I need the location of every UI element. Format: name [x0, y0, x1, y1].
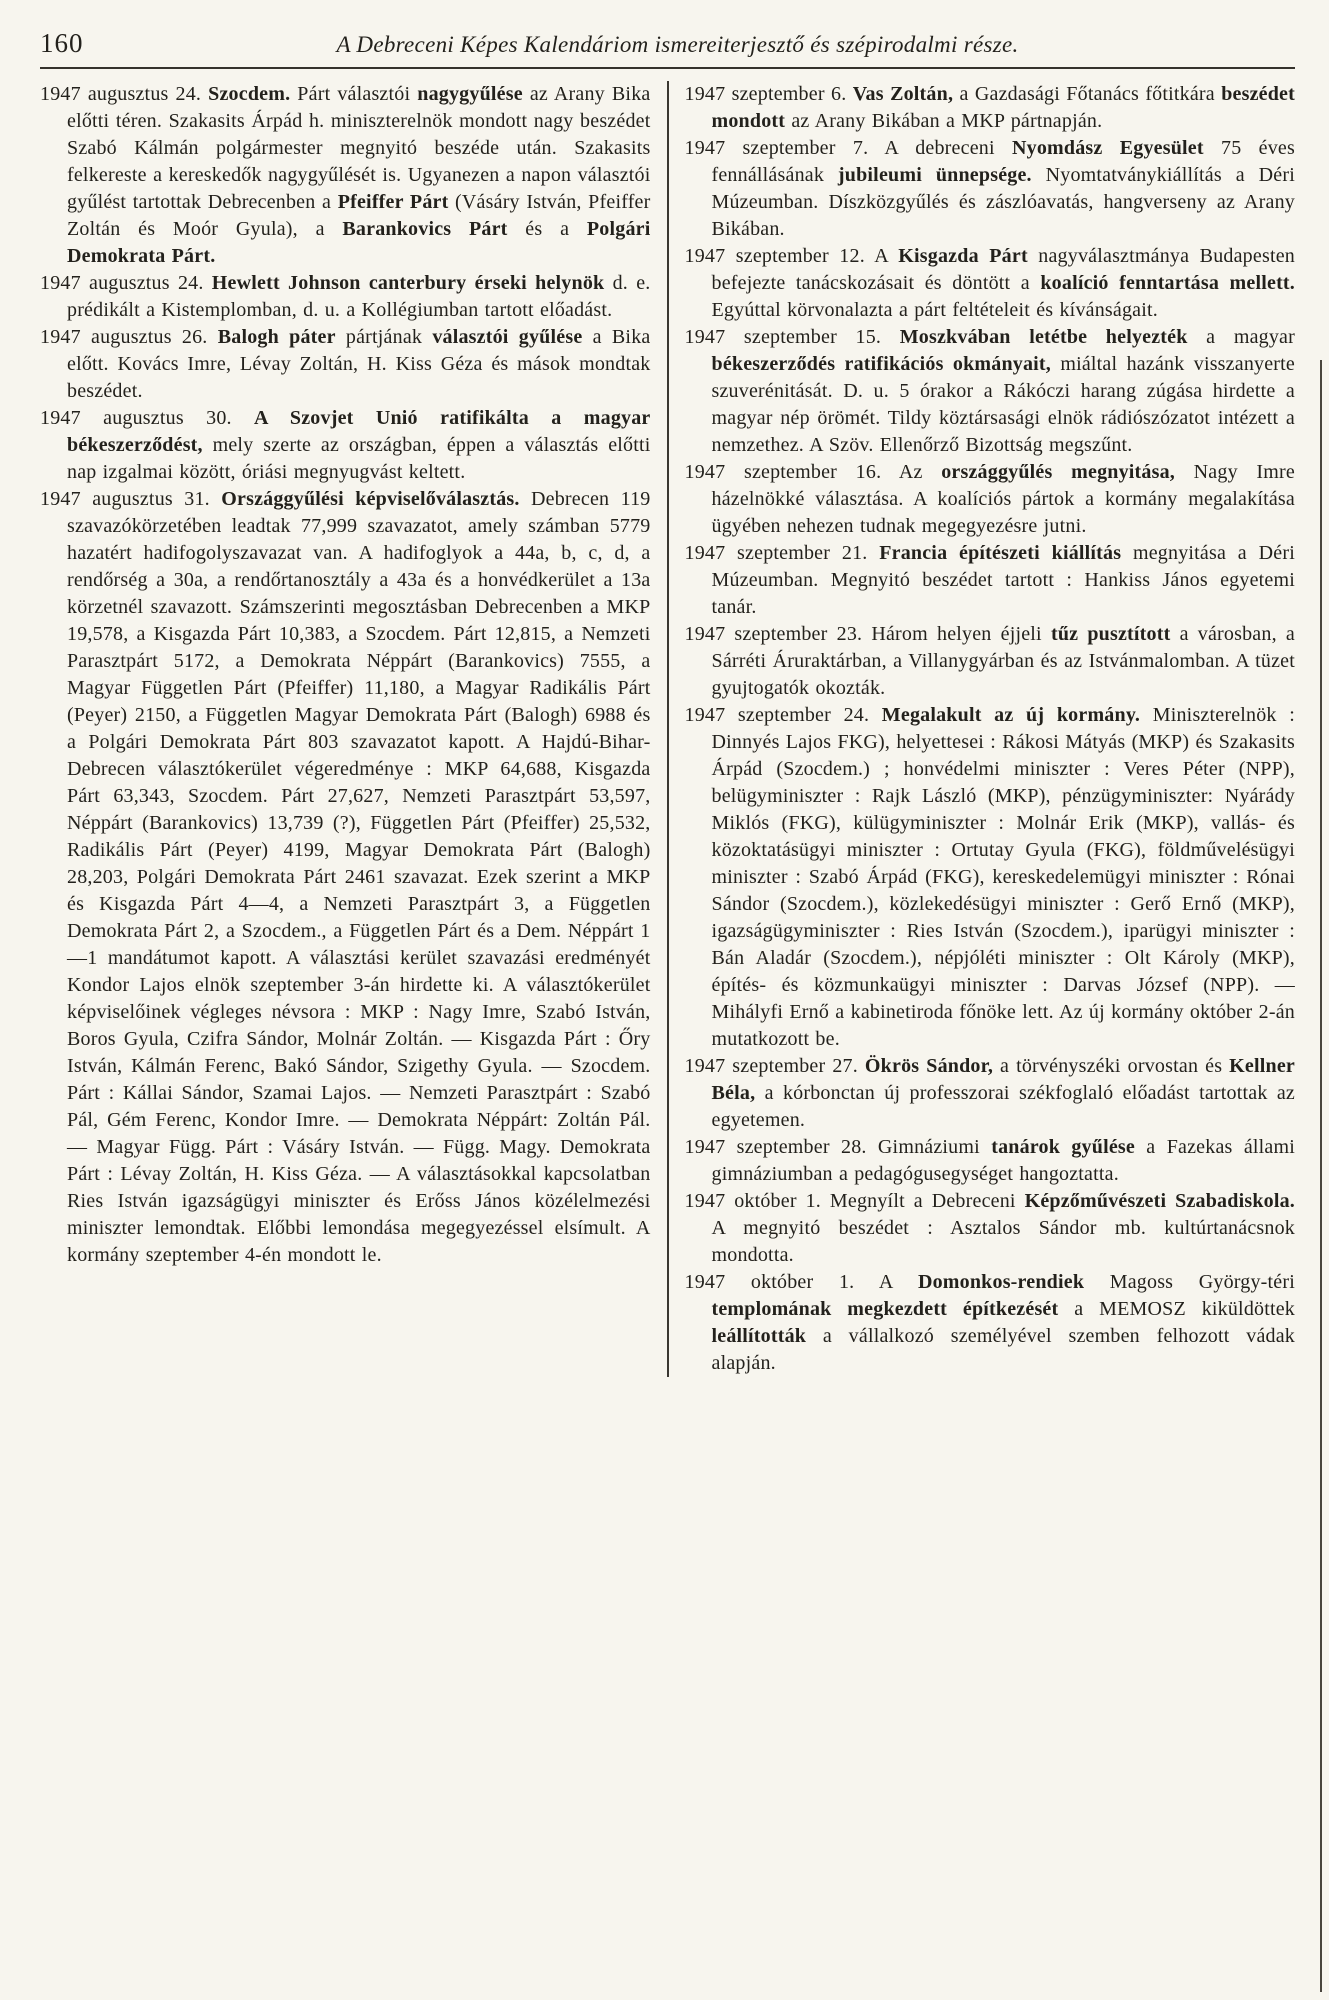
entry-text: Miniszterelnök : Dinnyés Lajos FKG), helyettesei : Rákosi Mátyás (MKP) és Szakasits Árpád (Szocdem.) ; honvédelmi miniszter : Veres Péter (NPP), belügyminiszter : Rajk László (MKP), pénzügyminiszter: Nyárády Miklós (FKG), külügyminiszter : Molnár Erik (MKP), vallás- és közoktatásügyi miniszter : Ortutay Gyula (FKG), földművelésügyi miniszter : Szabó Árpád (FKG), kereskedelemügyi miniszter : Rónai Sándor (Szocdem.), közlekedésügyi miniszter : Gerő Ernő (MKP), igazságügyminiszter : Ries István (Szocdem.), iparügyi miniszter : Bán Aladár (Szocdem.), népjóléti miniszter : Olt Károly (MKP), építés- és közmunkaügyi miniszter : Darvas József (NPP). — Mihályfi Ernő a kabinetiroda főnöke lett. Az új kormány október 2-án mutatkozott be. [711, 704, 1295, 1050]
entry-bold-text: Domonkos-rendiek [917, 1271, 1085, 1293]
entry-bold-text: Moszkvában letétbe helyezték [899, 326, 1188, 348]
entry-bold-text: Kisgazda Párt [898, 245, 1028, 267]
entry-text: 1947 augusztus 24. [40, 83, 209, 105]
entry-text: 1947 augusztus 24. [40, 272, 212, 294]
entry-bold-text: országgyűlés megnyitása, [941, 461, 1175, 483]
entry-bold-text: jubileumi ünnepsége. [837, 164, 1032, 186]
entry-text: 1947 szeptember 6. [684, 83, 853, 105]
entry-bold-text: templomának megkezdett építkezését [711, 1298, 1059, 1320]
entry-bold-text: tűz pusztított [1050, 623, 1171, 645]
calendar-entry [685, 459, 1296, 540]
entry-text: Debrecen 119 szavazókörzetében leadtak 77,999 szavazatot, amely számban 5779 hazatért hadifogolyszavazat van. A hadifoglyok a 44a, b, c, d, a rendőrség a 30a, a rendőrtanosztály a 43a és a honvédkerület a 13a körzetnél szavazott. Számszerinti megosztásban Debrecenben a MKP 19,578, a Kisgazda Párt 10,383, a Szocdem. Párt 12,815, a Nemzeti Parasztpárt 5172, a Demokrata Néppárt (Barankovics) 7555, a Magyar Független Párt (Pfeiffer) 11,180, a Magyar Radikális Párt (Peyer) 2150, a Független Magyar Demokrata Párt (Balogh) 6988 és a Polgári Demokrata Párt 803 szavazatot kapott. A Hajdú-Bihar-Debrecen választókerület végeredménye : MKP 64,688, Kisgazda Párt 63,343, Szocdem. Párt 27,627, Nemzeti Parasztpárt 53,597, Néppárt (Barankovics) 13,739 (?), Független Párt (Pfeiffer) 25,532, Radikális Párt (Peyer) 4199, Magyar Demokrata Párt (Balogh) 28,203, Polgári Demokrata Párt 2461 szavazat. Ezek szerint a MKP és Kisgazda Párt 4—4, a Nemzeti Parasztpárt 3, a Független Demokrata Párt 2, a Szocdem., a Független Párt és a Dem. Néppárt 1—1 mandátumot kapott. A választási kerület szavazási eredményét Kondor Lajos elnök szeptember 3-án hirdette ki. A választókerület képviselőinek végleges névsora : MKP : Nagy Imre, Szabó István, Boros Gyula, Czifra Sándor, Molnár Zoltán. — Kisgazda Párt : Őry István, Kálmán Ferenc, Bakó Sándor, Szigethy Gyula. — Szocdem. Párt : Kállai Sándor, Szamai Lajos. — Nemzeti Parasztpárt : Szabó Pál, Gém Ferenc, Kondor Imre. — Demokrata Néppárt: Zoltán Pál. — Magyar Függ. Párt : Vásáry István. — Függ. Magy. Demokrata Párt : Lévay Zoltán, H. Kiss Géza. — A választásokkal kapcsolatban Ries István igazságügyi miniszter és Erőss János közélelmezési miniszter lemondtak. Előbbi lemondása megegyezéssel elsímult. A kormány szeptember 4-én mondott le. [67, 488, 651, 1266]
entry-text: 1947 szeptember 16. Az [684, 461, 942, 483]
calendar-entry [685, 1188, 1296, 1269]
entry-text: a Bika előtt. Kovács Imre, Lévay Zoltán, H. Kiss Géza és mások mondtak beszédet. [67, 326, 651, 402]
right-column [685, 81, 1296, 1377]
entry-text: A megnyitó beszédet : Asztalos Sándor mb. kultúrtanácsnok mondotta. [711, 1217, 1295, 1266]
entry-text: és a [507, 218, 587, 240]
header-title: A Debreceni Képes Kalendáriom ismereiterjesztő és szépirodalmi része. [336, 32, 1019, 57]
calendar-entry [40, 405, 651, 486]
entry-bold-text: nagygyűlése [417, 83, 523, 105]
entry-text: megnyitása a Déri Múzeumban. Megnyitó beszédet tartott : Hankiss János egyetemi tanár. [711, 542, 1295, 618]
entry-bold-text: A Szovjet Unió ratifikálta a magyar békeszerződést, [67, 407, 651, 456]
entry-bold-text: Nyomdász Egyesület [1011, 137, 1204, 159]
calendar-entry [685, 135, 1296, 243]
calendar-entry [40, 324, 651, 405]
entry-bold-text: Vas Zoltán, [852, 83, 954, 105]
entry-text: 1947 augusztus 26. [40, 326, 218, 348]
entry-bold-text: Megalakult az új kormány. [881, 704, 1141, 726]
entry-text: mely szerte az országban, éppen a választás előtti nap izgalmai között, óriási megnyugvást keltett. [67, 434, 651, 483]
two-column-body [40, 81, 1295, 1377]
entry-text: a törvényszéki orvostan és [993, 1055, 1230, 1077]
calendar-entry [40, 270, 651, 324]
entry-bold-text: koalíció fenntartása mellett. [1040, 272, 1295, 294]
entry-text: a magyar [1187, 326, 1295, 348]
entry-text: 1947 szeptember 15. [684, 326, 900, 348]
calendar-entry [685, 1053, 1296, 1134]
entry-text: 1947 október 1. A [684, 1271, 918, 1293]
scan-edge-artifact [1320, 360, 1322, 1992]
calendar-entry [685, 81, 1296, 135]
entry-text: 75 éves fennállásának [711, 137, 1295, 186]
entry-text: az Arany Bika előtti téren. Szakasits Árpád h. miniszterelnök mondott nagy beszédet Szabó Kálmán polgármester megnyitó beszéde után. Szakasits felkereste a kereskedők nagygyűlését is. Ugyanezen a napon választói gyűlést tartottak Debrecenben a [67, 83, 651, 213]
entry-text: nagyválasztmánya Budapesten befejezte tanácskozásait és döntött a [711, 245, 1295, 294]
entry-text: miáltal hazánk visszanyerte szuverénitását. D. u. 5 órakor a Rákóczi harang zúgása hirdette a magyar nép örömét. Tildy köztársasági elnök rádiószózatot intézett a nemzethez. A Szöv. Ellenőrző Bizottság megszűnt. [711, 353, 1295, 456]
entry-text: a Gazdasági Főtanács főtitkára [953, 83, 1222, 105]
entry-bold-text: Barankovics Párt [342, 218, 508, 240]
entry-text: Nyomtatványkiállítás a Déri Múzeumban. Díszközgyűlés és zászlóavatás, hangverseny az Arany Bikában. [711, 164, 1295, 240]
entry-text: 1947 szeptember 7. A debreceni [684, 137, 1012, 159]
entry-bold-text: Polgári Demokrata Párt. [67, 218, 651, 267]
left-column [40, 81, 651, 1377]
entry-text: 1947 október 1. Megnyílt a Debreceni [684, 1190, 1025, 1212]
entry-text: az Arany Bikában a MKP pártnapján. [785, 110, 1103, 132]
calendar-entry [40, 486, 651, 1269]
entry-bold-text: Szocdem. [208, 83, 291, 105]
entry-text: 1947 szeptember 12. A [684, 245, 899, 267]
entry-bold-text: békeszerződés ratifikációs okmányait, [711, 353, 1051, 375]
calendar-entry [685, 324, 1296, 459]
entry-text: a vállalkozó személyével szemben felhozott vádak alapján. [711, 1325, 1295, 1374]
entry-text: 1947 augusztus 31. [40, 488, 222, 510]
entry-bold-text: Pfeiffer Párt [337, 191, 449, 213]
entry-text: Magoss György-téri [1084, 1271, 1295, 1293]
entry-bold-text: leállították [711, 1325, 807, 1347]
entry-bold-text: Ökrös Sándor, [864, 1055, 994, 1077]
entry-text: Nagy Imre házelnökké választása. A koalíciós pártok a kormány megalakítása ügyében nehezen tudnak megegyezésre jutni. [711, 461, 1295, 537]
entry-text: Párt választói [290, 83, 418, 105]
entry-text: 1947 szeptember 23. Három helyen éjjeli [684, 623, 1051, 645]
entry-text: 1947 szeptember 27. [684, 1055, 865, 1077]
page-header [40, 28, 1295, 69]
entry-bold-text: beszédet mondott [711, 83, 1295, 132]
calendar-entry [685, 1269, 1296, 1377]
entry-bold-text: Országgyűlési képviselőválasztás. [221, 488, 520, 510]
entry-bold-text: választói gyűlése [432, 326, 583, 348]
entry-text: pártjának [335, 326, 433, 348]
calendar-entry [685, 621, 1296, 702]
calendar-entry [685, 702, 1296, 1053]
entry-text: 1947 szeptember 21. [684, 542, 880, 564]
calendar-entry [40, 81, 651, 270]
entry-text: (Vásáry István, Pfeiffer Zoltán és Moór Gyula), a [67, 191, 651, 240]
column-divider [667, 81, 669, 1377]
entry-text: 1947 szeptember 24. [684, 704, 882, 726]
calendar-entry [685, 540, 1296, 621]
entry-bold-text: Hewlett Johnson canterbury érseki helynök [211, 272, 605, 294]
entry-text: Egyúttal körvonalazta a párt feltételeit és kívánságait. [711, 299, 1158, 321]
calendar-entry [685, 243, 1296, 324]
entry-bold-text: Francia építészeti kiállítás [879, 542, 1122, 564]
entry-text: 1947 augusztus 30. [40, 407, 255, 429]
calendar-entry [685, 1134, 1296, 1188]
entry-text: a Fazekas állami gimnáziumban a pedagógusegységet hangoztatta. [711, 1136, 1296, 1185]
page-number: 160 [40, 28, 84, 58]
entry-bold-text: Kellner Béla, [711, 1055, 1295, 1104]
entry-text: 1947 szeptember 28. Gimnáziumi [684, 1136, 992, 1158]
entry-text: d. e. prédikált a Kistemplomban, d. u. a Kollégiumban tartott előadást. [67, 272, 651, 321]
entry-bold-text: Képzőművészeti Szabadiskola. [1024, 1190, 1295, 1212]
entry-bold-text: Balogh páter [217, 326, 336, 348]
entry-text: a városban, a Sárréti Áruraktárban, a Villanygyárban és az Istvánmalomban. A tüzet gyujtogatók okozták. [711, 623, 1295, 699]
entry-text: a kórbonctan új professzorai székfoglaló előadást tartottak az egyetemen. [711, 1082, 1295, 1131]
entry-text: a MEMOSZ kiküldöttek [1058, 1298, 1296, 1320]
entry-bold-text: tanárok gyűlése [991, 1136, 1135, 1158]
